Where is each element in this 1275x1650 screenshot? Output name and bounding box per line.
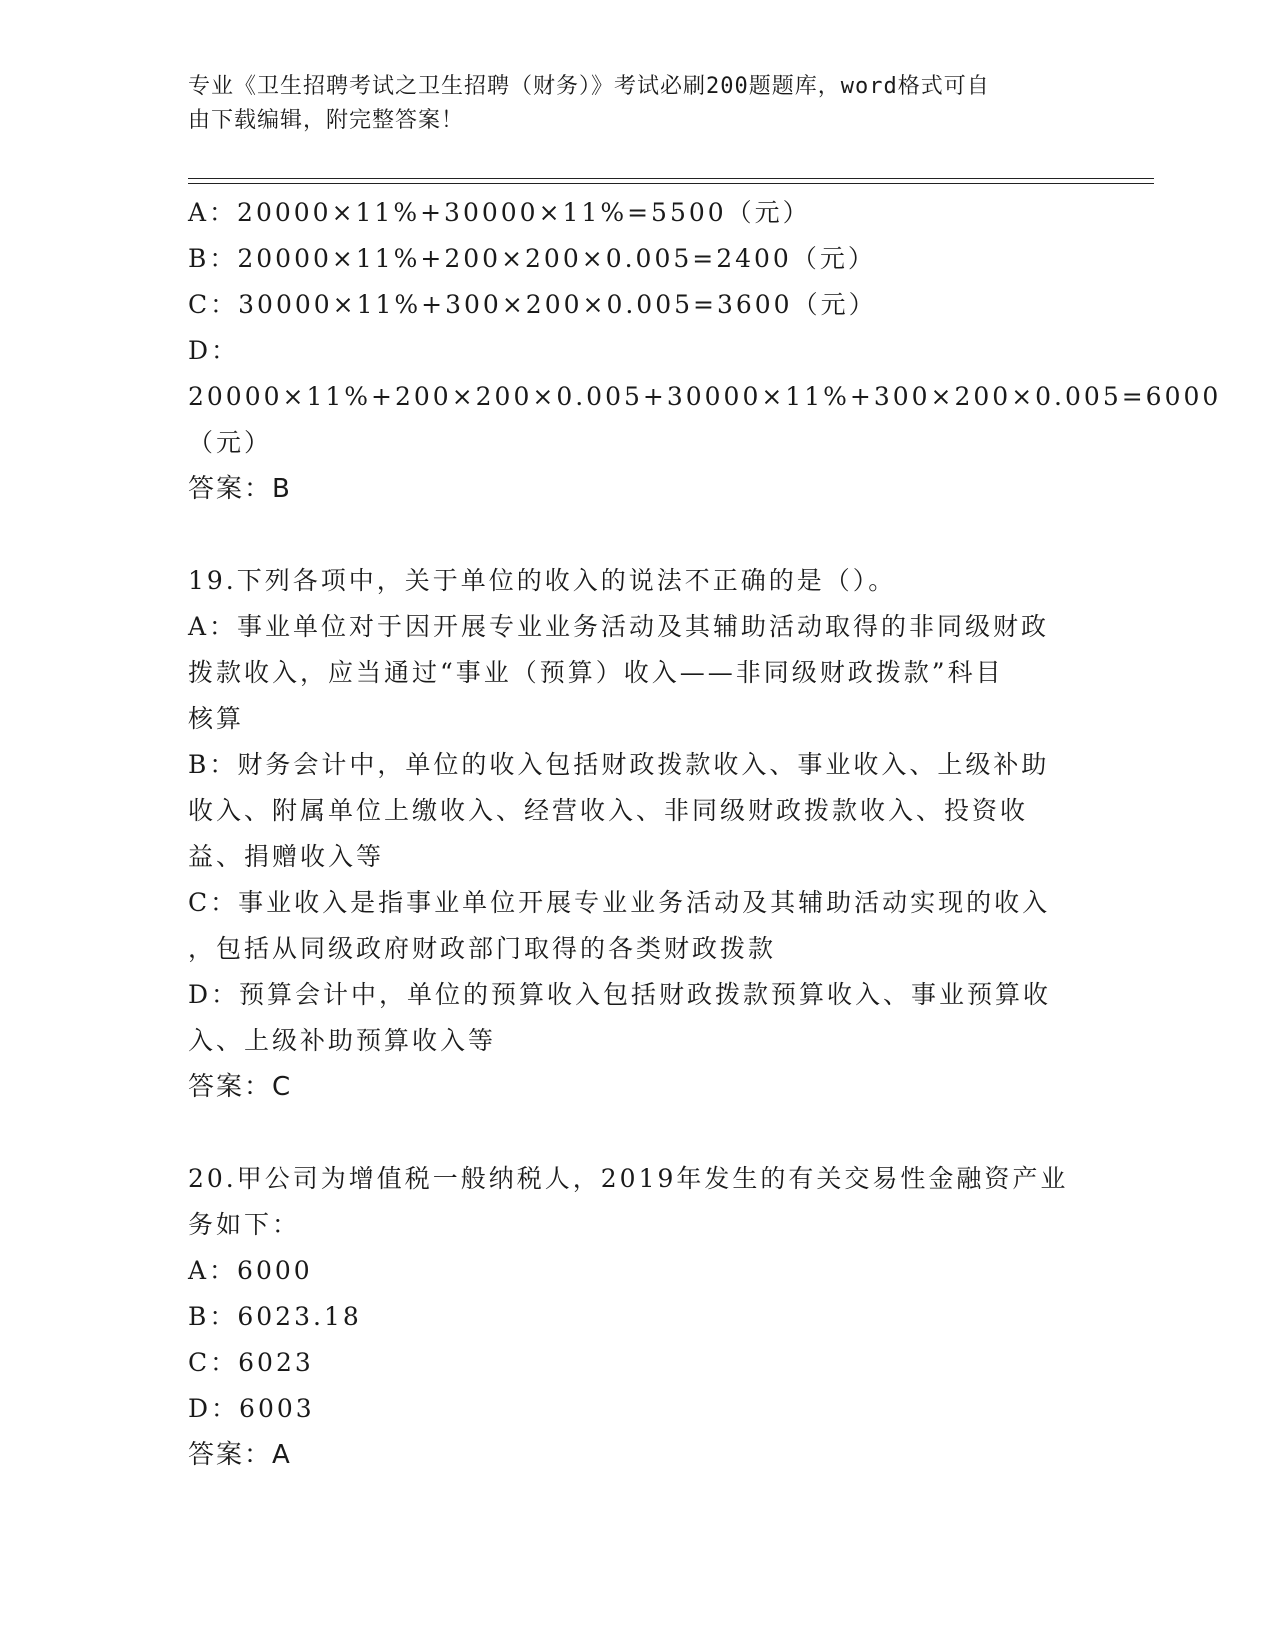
question-18-block (188, 190, 1222, 512)
option-c-continued: ，包括从同级政府财政部门取得的各类财政拨款 (188, 934, 777, 963)
answer-label: 答案：A (188, 1440, 292, 1470)
option-b: B：财务会计中，单位的收入包括财政拨款收入、事业收入、上级补助 (188, 750, 1050, 779)
option-a: A：事业单位对于因开展专业业务活动及其辅助活动取得的非同级财政 (188, 612, 1050, 641)
option-c: C：6023 (188, 1348, 314, 1377)
option-b-continued: 收入、附属单位上缴收入、经营收入、非同级财政拨款收入、投资收 (188, 796, 1029, 825)
document-header (188, 70, 1088, 138)
header-line-2: 由下载编辑，附完整答案！ (188, 108, 465, 133)
question-stem: 19.下列各项中，关于单位的收入的说法不正确的是（）。 (188, 566, 897, 595)
option-d: D：6003 (188, 1394, 315, 1423)
option-b: B：20000×11%+200×200×0.005=2400（元） (188, 244, 876, 273)
option-d: D：20000×11%+200×200×0.005+30000×11%+300×200×0.005=6000 (188, 336, 1222, 411)
answer-label: 答案：C (188, 1072, 293, 1102)
header-divider-bottom (188, 183, 1154, 184)
option-c: C：30000×11%+300×200×0.005=3600（元） (188, 290, 877, 319)
option-b: B：6023.18 (188, 1302, 362, 1331)
question-stem-continued: 务如下： (188, 1210, 301, 1239)
option-a: A：6000 (188, 1256, 313, 1285)
option-c: C：事业收入是指事业单位开展专业业务活动及其辅助活动实现的收入 (188, 888, 1051, 917)
spacer (188, 512, 1088, 558)
answer-label: 答案：B (188, 474, 292, 504)
option-b-continued: 益、捐赠收入等 (188, 842, 385, 871)
spacer (188, 1110, 1088, 1156)
option-a-continued: 核算 (188, 704, 245, 733)
header-divider-top (188, 178, 1154, 179)
question-19-block (188, 558, 1088, 1110)
option-d: D：预算会计中，单位的预算收入包括财政拨款预算收入、事业预算收 (188, 980, 1052, 1009)
question-20-block (188, 1156, 1088, 1478)
option-d-continued: 入、上级补助预算收入等 (188, 1026, 497, 1055)
header-line-1: 专业《卫生招聘考试之卫生招聘（财务）》考试必刷200题题库，word格式可自 (188, 74, 990, 99)
option-a-continued: 拨款收入，应当通过“事业（预算）收入——非同级财政拨款”科目 (188, 658, 1004, 687)
option-a: A：20000×11%+30000×11%=5500（元） (188, 198, 811, 227)
document-body (188, 190, 1222, 1478)
question-stem: 20.甲公司为增值税一般纳税人，2019年发生的有关交易性金融资产业 (188, 1164, 1069, 1193)
option-d-continued: （元） (188, 428, 273, 457)
